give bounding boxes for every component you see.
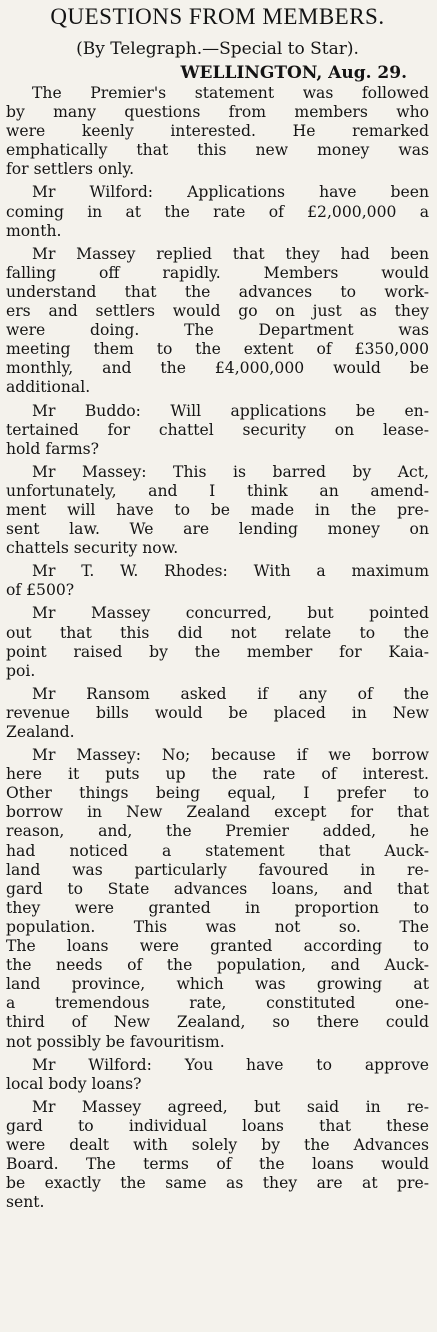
text-line: Mr Massey replied that they had been xyxy=(32,244,429,263)
text-line: Mr Massey concurred, but pointed xyxy=(32,604,429,623)
text-line: meeting them to the extent of £350,000 xyxy=(6,340,429,359)
text-line: Mr Ransom asked if any of the xyxy=(32,684,429,703)
text-line: gard to individual loans that these xyxy=(6,1116,429,1135)
text-line: month. xyxy=(6,221,62,240)
text-line: by many questions from members who xyxy=(6,103,429,122)
text-line: were keenly interested. He remarked xyxy=(6,122,429,141)
text-line: borrow in New Zealand except for that xyxy=(6,803,429,822)
text-line: Zealand. xyxy=(6,723,75,741)
text-line: chattels security now. xyxy=(6,539,179,558)
text-line: of £500? xyxy=(6,581,75,600)
text-line: hold farms? xyxy=(6,439,100,458)
text-line: revenue bills would be placed in New xyxy=(6,703,429,722)
text-line: land was particularly favoured in re- xyxy=(6,860,429,879)
text-line: were dealt with solely by the Advances xyxy=(6,1135,429,1154)
article-paragraph xyxy=(6,463,429,558)
dateline: WELLINGTON, Aug. 29. xyxy=(180,63,407,83)
text-line: not possibly be favouritism. xyxy=(6,1032,225,1051)
text-line: monthly, and the £4,000,000 would be xyxy=(6,359,429,378)
text-line: poi. xyxy=(6,661,36,680)
text-line: be exactly the same as they are at pre- xyxy=(6,1174,429,1193)
text-line: Mr Massey: No; because if we borrow xyxy=(32,746,429,765)
text-line: gard to State advances loans, and that xyxy=(6,879,429,898)
article-paragraph xyxy=(6,746,429,1052)
text-line: had noticed a statement that Auck- xyxy=(6,841,429,860)
article-paragraph xyxy=(6,604,429,680)
text-line: understand that the advances to work- xyxy=(6,282,429,301)
text-line: third of New Zealand, so there could xyxy=(6,1013,429,1032)
article-paragraph xyxy=(6,1056,429,1094)
text-line: for settlers only. xyxy=(6,160,135,179)
text-line: The loans were granted according to xyxy=(6,937,429,956)
text-line: sent law. We are lending money on xyxy=(6,520,429,539)
headline: QUESTIONS FROM MEMBERS. xyxy=(50,4,385,29)
text-line: Mr T. W. Rhodes: With a maximum xyxy=(32,562,429,581)
text-line: Mr Buddo: Will applications be en- xyxy=(32,401,429,420)
article-paragraph xyxy=(6,562,429,600)
text-line: they were granted in proportion to xyxy=(6,898,429,917)
article-paragraph xyxy=(6,84,429,179)
text-line: Board. The terms of the loans would xyxy=(6,1155,429,1174)
article-paragraph xyxy=(6,685,429,742)
text-line: additional. xyxy=(6,378,91,397)
text-line: Mr Wilford: You have to approve xyxy=(32,1055,429,1074)
text-line: the needs of the population, and Auck- xyxy=(6,956,429,975)
text-line: Mr Massey agreed, but said in re- xyxy=(32,1097,429,1116)
text-line: emphatically that this new money was xyxy=(6,141,429,160)
subheadline: (By Telegraph.—Special to Star). xyxy=(76,39,359,59)
text-line: tertained for chattel security on lease- xyxy=(6,420,429,439)
text-line: here it puts up the rate of interest. xyxy=(6,765,429,784)
text-line: unfortunately, and I think an amend- xyxy=(6,481,429,500)
text-line: point raised by the member for Kaia- xyxy=(6,642,429,661)
text-line: local body loans? xyxy=(6,1074,142,1093)
text-line: land province, which was growing at xyxy=(6,975,429,994)
text-line: Mr Wilford: Applications have been xyxy=(32,183,429,202)
text-line: coming in at the rate of £2,000,000 a xyxy=(6,202,429,221)
article-paragraph xyxy=(6,183,429,240)
text-line: ment will have to be made in the pre- xyxy=(6,500,429,519)
text-line: out that this did not relate to the xyxy=(6,623,429,642)
article-body xyxy=(6,84,429,1212)
article-paragraph xyxy=(6,245,429,398)
text-line: population. This was not so. The xyxy=(6,917,429,936)
text-line: sent. xyxy=(6,1193,45,1212)
text-line: Other things being equal, I prefer to xyxy=(6,784,429,803)
text-line: ers and settlers would go on just as they xyxy=(6,302,429,321)
text-line: falling off rapidly. Members would xyxy=(6,263,429,282)
text-line: reason, and, the Premier added, he xyxy=(6,822,429,841)
text-line: The Premier's statement was followed xyxy=(32,84,429,102)
text-line: Mr Massey: This is barred by Act, xyxy=(32,462,429,481)
article-paragraph xyxy=(6,402,429,459)
text-line: a tremendous rate, constituted one- xyxy=(6,994,429,1013)
article-paragraph xyxy=(6,1098,429,1213)
text-line: were doing. The Department was xyxy=(6,321,429,340)
